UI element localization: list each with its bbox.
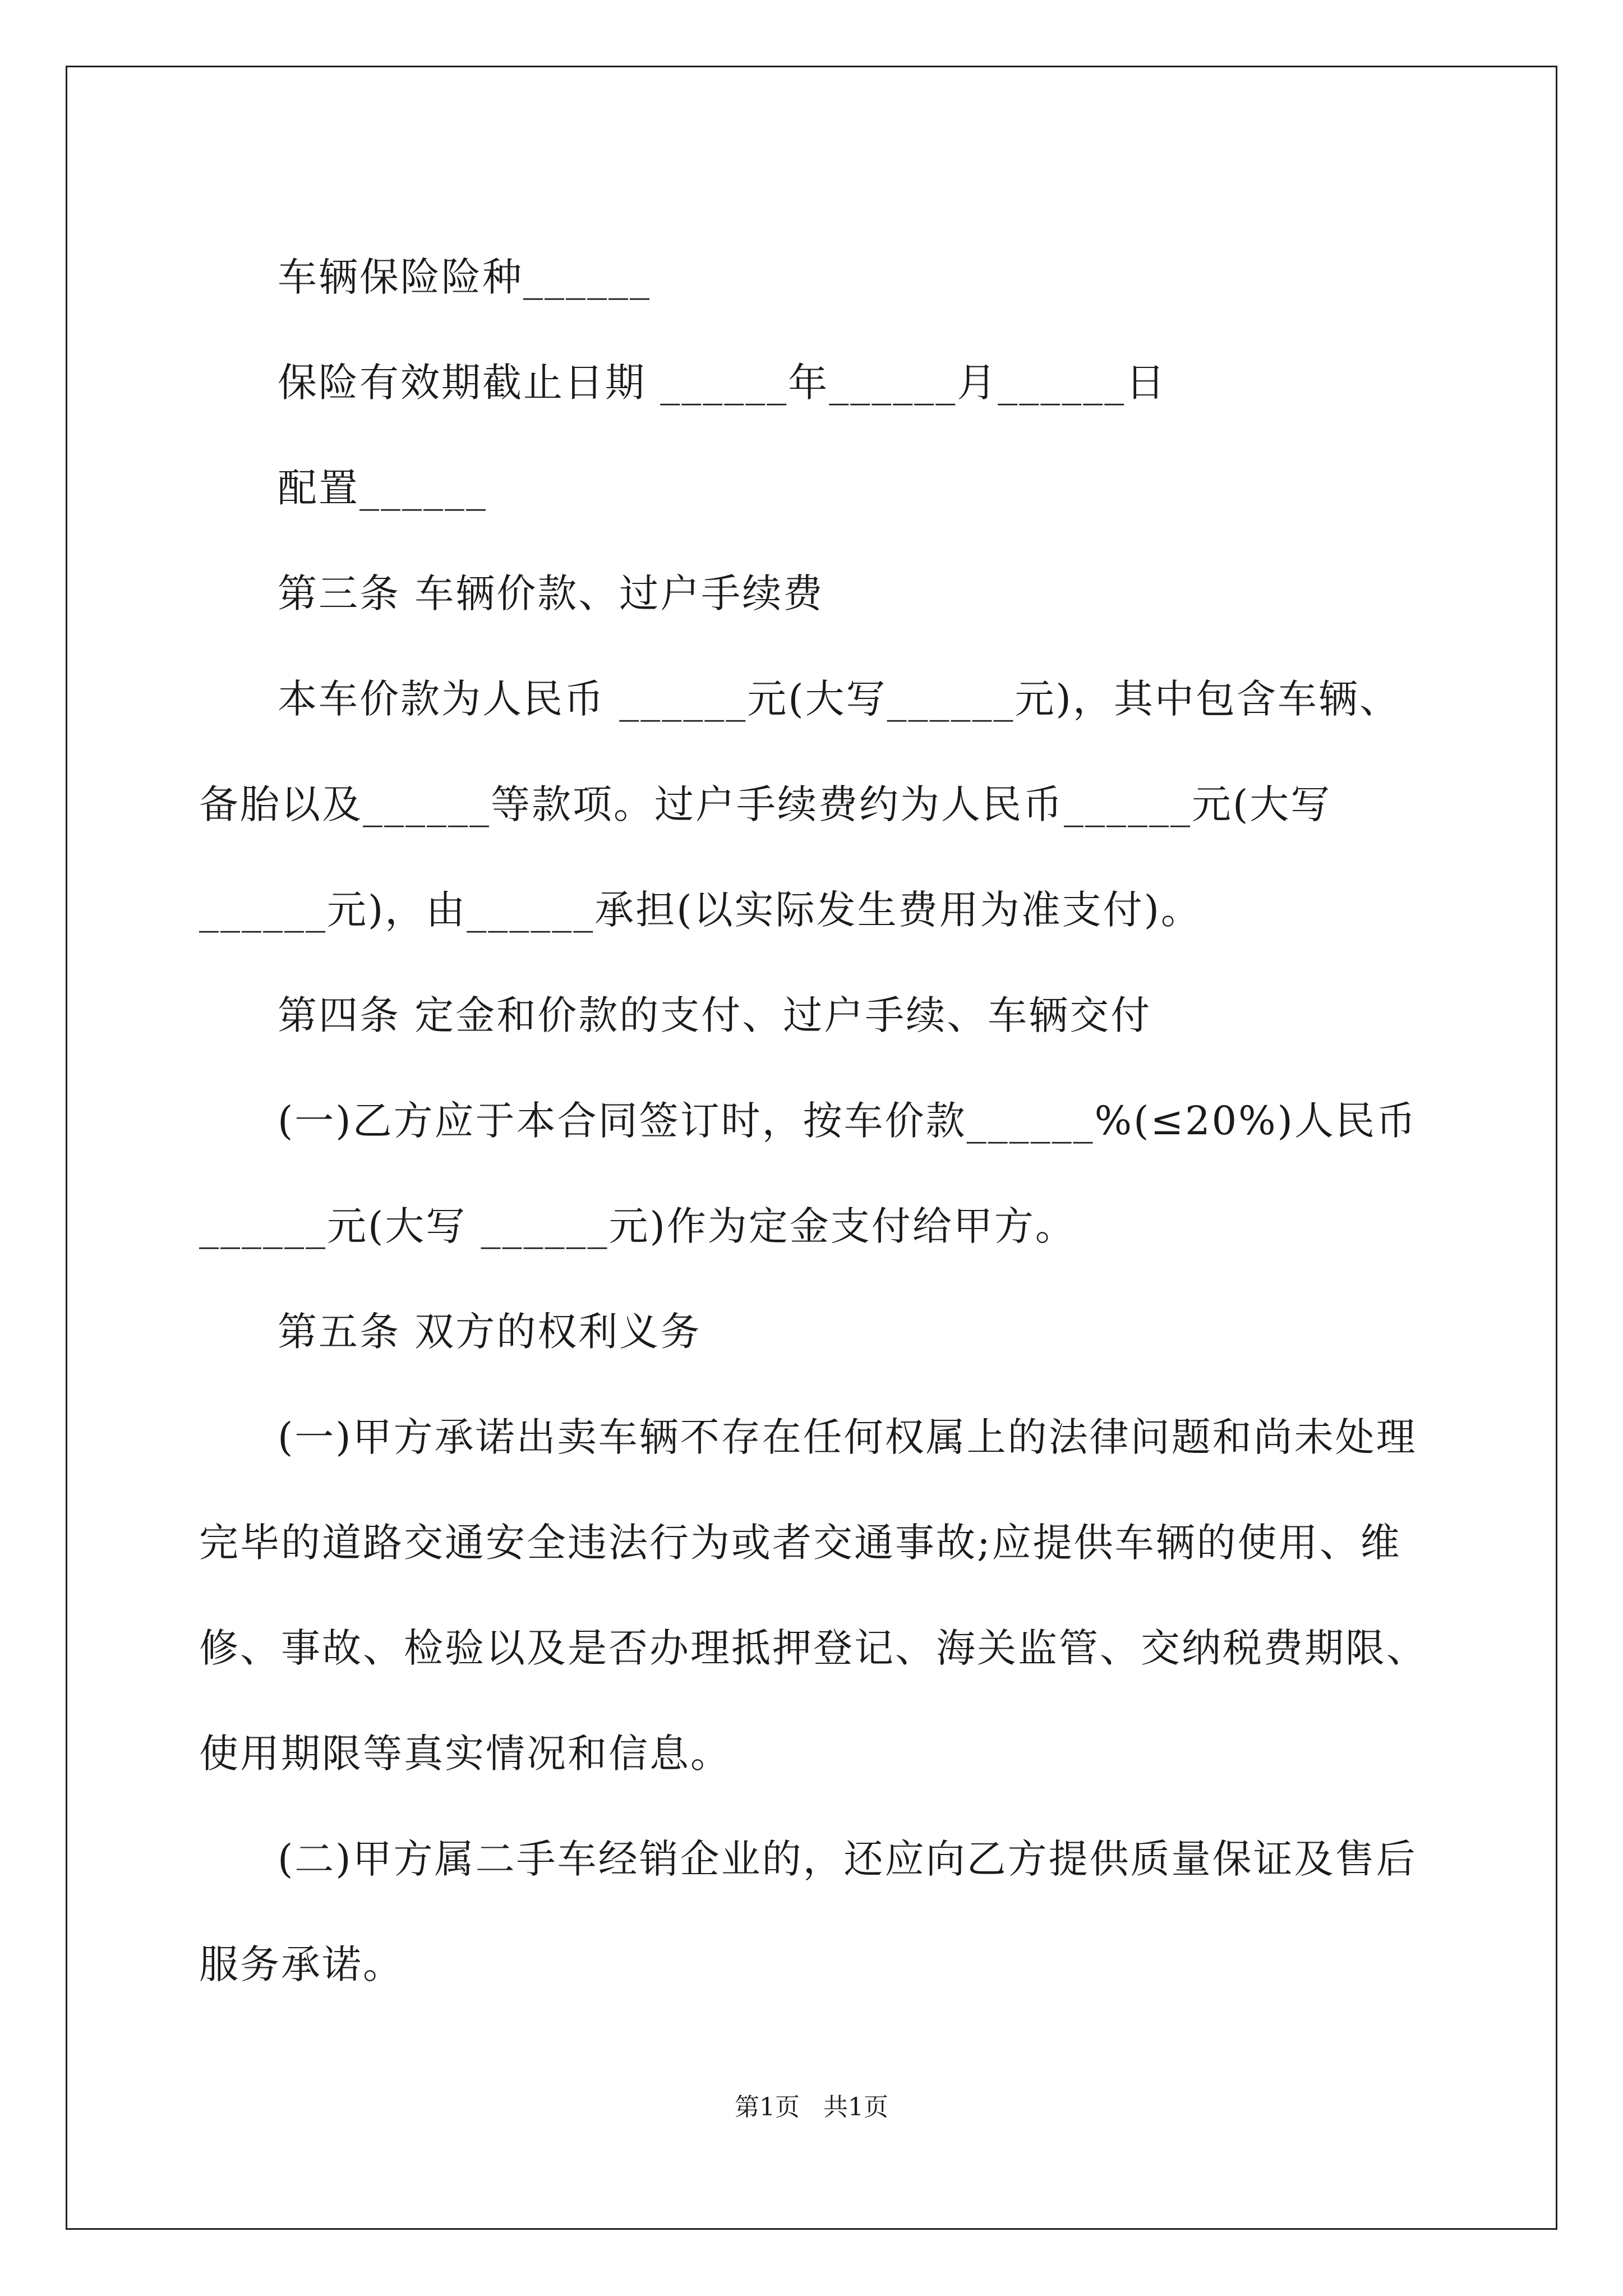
paragraph-dealer-warranty: (二)甲方属二手车经销企业的，还应向乙方提供质量保证及售后服务承诺。: [199, 1836, 1417, 1987]
paragraph-configuration: 配置______: [278, 465, 487, 511]
article-three-heading: 第三条 车辆价款、过户手续费: [278, 570, 824, 616]
page-number-footer: 第1页 共1页: [735, 2093, 888, 2122]
paragraph-deposit: (一)乙方应于本合同签订时，按车价款______%(≤20%)人民币______元(大写 ______元)作为定金支付给甲方。: [199, 1098, 1417, 1249]
paragraph-seller-commitment: (一)甲方承诺出卖车辆不存在任何权属上的法律问题和尚未处理完毕的道路交通安全违法行为或者交通事故;应提供车辆的使用、维修、事故、检验以及是否办理抵押登记、海关监管、交纳税费期限、使用期限等真实情况和信息。: [199, 1414, 1427, 1777]
paragraph-price-and-fees: 本车价款为人民币 ______元(大写______元)，其中包含车辆、备胎以及______等款项。过户手续费约为人民币______元(大写______元)，由______承担(以实际发生费用为准支付)。: [199, 676, 1400, 933]
paragraph-insurance-type: 车辆保险险种______: [278, 254, 651, 300]
document-body: [199, 224, 1433, 2017]
paragraph-insurance-expiry: 保险有效期截止日期 ______年______月______日: [278, 360, 1167, 406]
article-four-heading: 第四条 定金和价款的支付、过户手续、车辆交付: [278, 992, 1152, 1038]
article-five-heading: 第五条 双方的权利义务: [278, 1309, 702, 1355]
